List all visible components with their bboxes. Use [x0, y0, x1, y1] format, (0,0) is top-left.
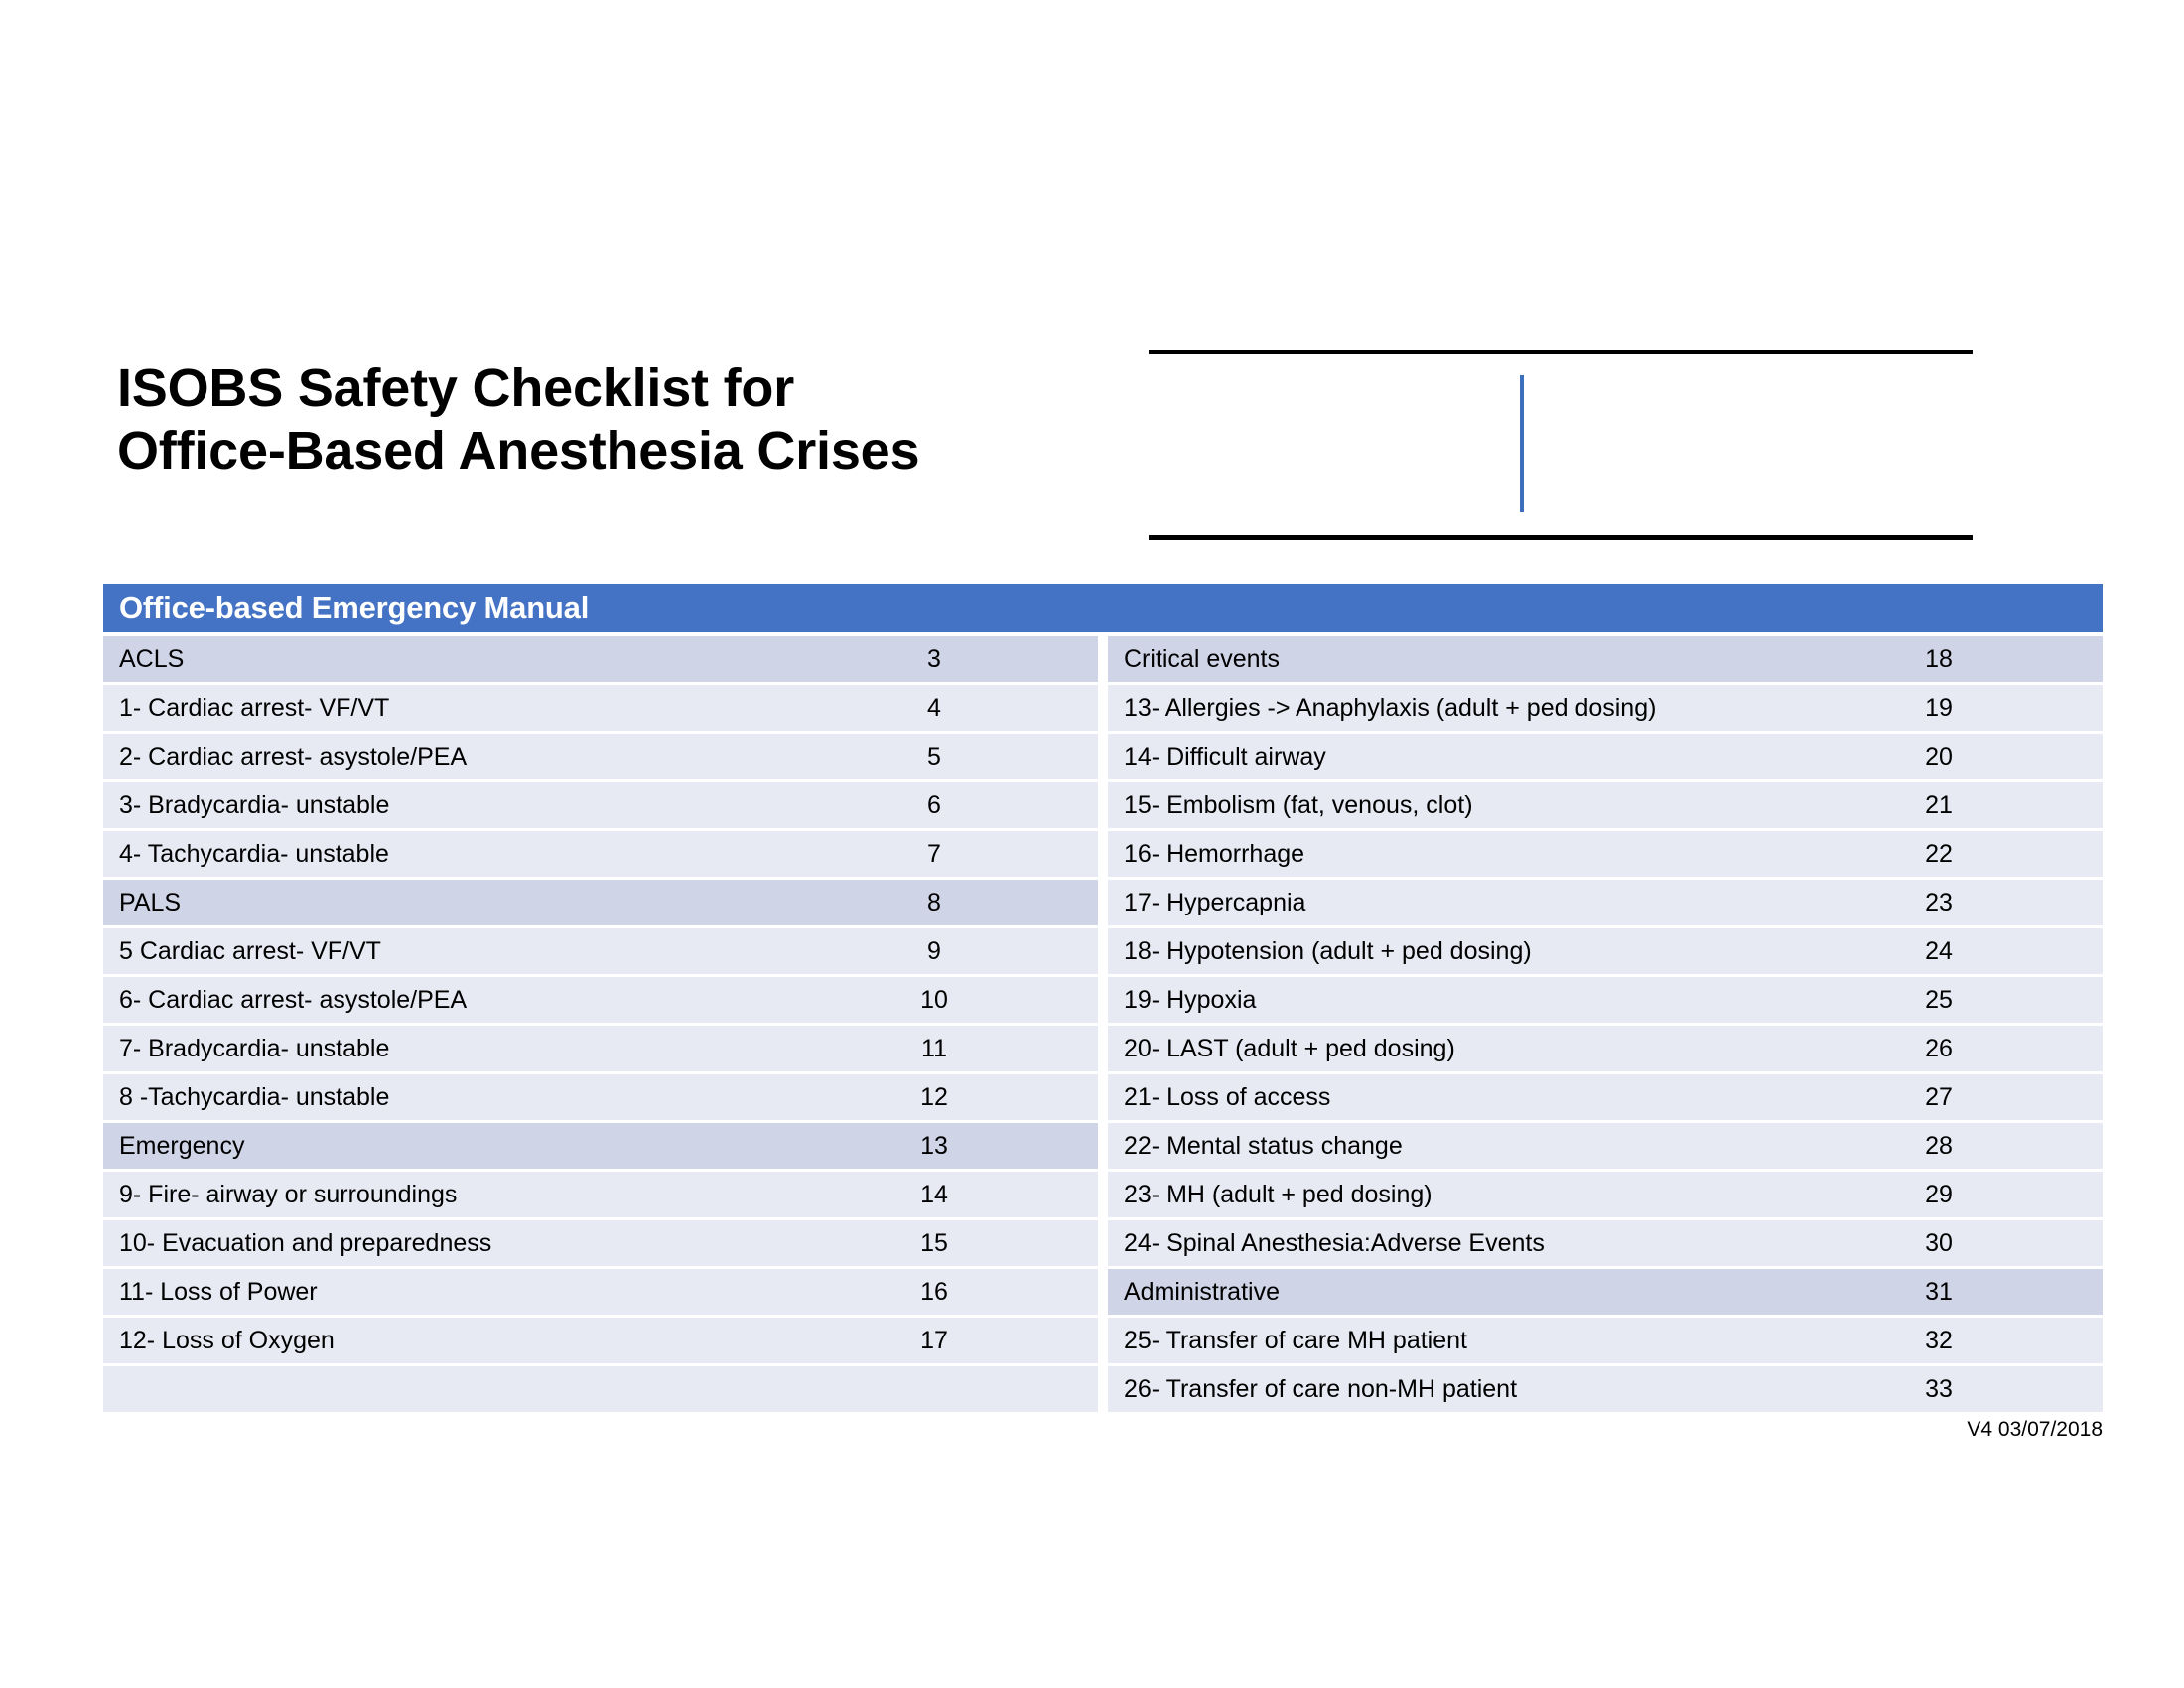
toc-entry-page-number: 31 — [1925, 1277, 1953, 1306]
frame-bottom-rule — [1149, 535, 1973, 540]
toc-blank-row — [103, 1366, 1098, 1412]
toc-entry-label: 14- Difficult airway — [1124, 744, 1326, 770]
toc-item-row[interactable] — [1108, 831, 2103, 877]
toc-section-row[interactable] — [103, 636, 1098, 682]
toc-entry-label: 3- Bradycardia- unstable — [119, 792, 390, 818]
toc-entry-page-number: 13 — [920, 1131, 948, 1160]
toc-entry-page-number: 11 — [921, 1034, 947, 1062]
toc-entry-label: 2- Cardiac arrest- asystole/PEA — [119, 744, 468, 770]
page-title — [117, 357, 1110, 483]
toc-entry-page-number: 23 — [1925, 888, 1953, 916]
toc-entry-label: 26- Transfer of care non-MH patient — [1124, 1376, 1518, 1402]
toc-entry-label: 19- Hypoxia — [1124, 987, 1257, 1013]
toc-item-row[interactable] — [1108, 1074, 2103, 1120]
toc-entry-page-number: 9 — [927, 936, 941, 965]
toc-item-row[interactable] — [1108, 1172, 2103, 1217]
frame-vertical-divider — [1520, 375, 1524, 512]
toc-entry-label: 18- Hypotension (adult + ped dosing) — [1124, 938, 1532, 964]
toc-entry-page-number: 18 — [1925, 644, 1953, 673]
toc-item-row[interactable] — [103, 1026, 1098, 1071]
toc-item-row[interactable] — [103, 1220, 1098, 1266]
toc-item-row[interactable] — [103, 782, 1098, 828]
toc-item-row[interactable] — [1108, 1123, 2103, 1169]
toc-entry-page-number: 30 — [1925, 1228, 1953, 1257]
toc-entry-page-number: 29 — [1925, 1180, 1953, 1208]
toc-entry-label: 9- Fire- airway or surroundings — [119, 1182, 458, 1207]
toc-entry-page-number: 19 — [1925, 693, 1953, 722]
toc-section-row[interactable] — [1108, 636, 2103, 682]
toc-entry-page-number: 28 — [1925, 1131, 1953, 1160]
toc-entry-page-number: 6 — [927, 790, 941, 819]
toc-entry-page-number: 10 — [920, 985, 948, 1014]
toc-entry-label: 6- Cardiac arrest- asystole/PEA — [119, 987, 468, 1013]
toc-entry-page-number: 22 — [1925, 839, 1953, 868]
logo-placeholder-frame — [1149, 350, 1973, 540]
toc-entry-page-number: 33 — [1925, 1374, 1953, 1403]
toc-item-row[interactable] — [103, 928, 1098, 974]
toc-entry-label: 1- Cardiac arrest- VF/VT — [119, 695, 390, 721]
toc-entry-page-number: 7 — [927, 839, 941, 868]
toc-entry-page-number: 17 — [920, 1326, 948, 1354]
toc-item-row[interactable] — [1108, 782, 2103, 828]
toc-entry-page-number: 26 — [1925, 1034, 1953, 1062]
toc-entry-label: 5 Cardiac arrest- VF/VT — [119, 938, 381, 964]
toc-entry-label: 17- Hypercapnia — [1124, 890, 1306, 915]
toc-entry-page-number: 16 — [920, 1277, 948, 1306]
toc-entry-page-number: 20 — [1925, 742, 1953, 771]
banner-title: Office-based Emergency Manual — [119, 590, 590, 625]
toc-entry-label: 8 -Tachycardia- unstable — [119, 1084, 390, 1110]
toc-item-row[interactable] — [1108, 1220, 2103, 1266]
toc-entry-page-number: 27 — [1925, 1082, 1953, 1111]
toc-entry-label: 12- Loss of Oxygen — [119, 1328, 335, 1353]
toc-section-row[interactable] — [103, 880, 1098, 925]
toc-entry-label: 16- Hemorrhage — [1124, 841, 1305, 867]
toc-entry-page-number: 32 — [1925, 1326, 1953, 1354]
toc-item-row[interactable] — [103, 1172, 1098, 1217]
toc-entry-label: 23- MH (adult + ped dosing) — [1124, 1182, 1433, 1207]
toc-entry-page-number: 15 — [920, 1228, 948, 1257]
toc-entry-page-number: 8 — [927, 888, 941, 916]
toc-entry-page-number: 25 — [1925, 985, 1953, 1014]
toc-entry-label: 20- LAST (adult + ped dosing) — [1124, 1036, 1455, 1061]
toc-item-row[interactable] — [103, 1318, 1098, 1363]
toc-entry-page-number: 24 — [1925, 936, 1953, 965]
page-title-line-1: ISOBS Safety Checklist for — [117, 358, 795, 418]
toc-entry-page-number: 5 — [927, 742, 941, 771]
page-title-line-2: Office-Based Anesthesia Crises — [117, 421, 920, 482]
frame-top-rule — [1149, 350, 1973, 354]
toc-item-row[interactable] — [1108, 1366, 2103, 1412]
toc-item-row[interactable] — [1108, 1026, 2103, 1071]
toc-entry-label: 10- Evacuation and preparedness — [119, 1230, 492, 1256]
toc-entry-label: ACLS — [119, 646, 185, 672]
toc-item-row[interactable] — [103, 977, 1098, 1023]
toc-item-row[interactable] — [103, 734, 1098, 779]
toc-entry-page-number: 12 — [920, 1082, 948, 1111]
toc-item-row[interactable] — [103, 831, 1098, 877]
version-footer: V4 03/07/2018 — [1967, 1418, 2103, 1441]
toc-item-row[interactable] — [1108, 734, 2103, 779]
toc-entry-page-number: 21 — [1925, 790, 1953, 819]
toc-right-column — [1108, 636, 2103, 1412]
toc-entry-label: PALS — [119, 890, 182, 915]
toc-entry-label: 21- Loss of access — [1124, 1084, 1331, 1110]
toc-entry-label: Administrative — [1124, 1279, 1280, 1305]
toc-item-row[interactable] — [103, 685, 1098, 731]
table-of-contents — [103, 636, 2103, 1412]
toc-entry-page-number: 14 — [920, 1180, 948, 1208]
toc-entry-label: 4- Tachycardia- unstable — [119, 841, 389, 867]
toc-section-row[interactable] — [1108, 1269, 2103, 1315]
toc-entry-label: 11- Loss of Power — [119, 1279, 318, 1305]
toc-section-row[interactable] — [103, 1123, 1098, 1169]
toc-entry-label: Emergency — [119, 1133, 245, 1159]
toc-item-row[interactable] — [1108, 880, 2103, 925]
toc-item-row[interactable] — [1108, 977, 2103, 1023]
toc-entry-page-number: 4 — [927, 693, 941, 722]
toc-entry-label: 15- Embolism (fat, venous, clot) — [1124, 792, 1473, 818]
toc-entry-label: 22- Mental status change — [1124, 1133, 1403, 1159]
toc-entry-label: Critical events — [1124, 646, 1280, 672]
toc-entry-label: 7- Bradycardia- unstable — [119, 1036, 390, 1061]
toc-item-row[interactable] — [1108, 1318, 2103, 1363]
toc-entry-label: 24- Spinal Anesthesia:Adverse Events — [1124, 1230, 1545, 1256]
toc-entry-label: 25- Transfer of care MH patient — [1124, 1328, 1467, 1353]
toc-item-row[interactable] — [103, 1269, 1098, 1315]
toc-entry-label: 13- Allergies -> Anaphylaxis (adult + ped dosing) — [1124, 695, 1657, 721]
toc-left-column — [103, 636, 1098, 1412]
emergency-manual-banner — [103, 584, 2103, 632]
toc-item-row[interactable] — [103, 1074, 1098, 1120]
toc-entry-page-number: 3 — [927, 644, 941, 673]
toc-item-row[interactable] — [1108, 685, 2103, 731]
toc-item-row[interactable] — [1108, 928, 2103, 974]
